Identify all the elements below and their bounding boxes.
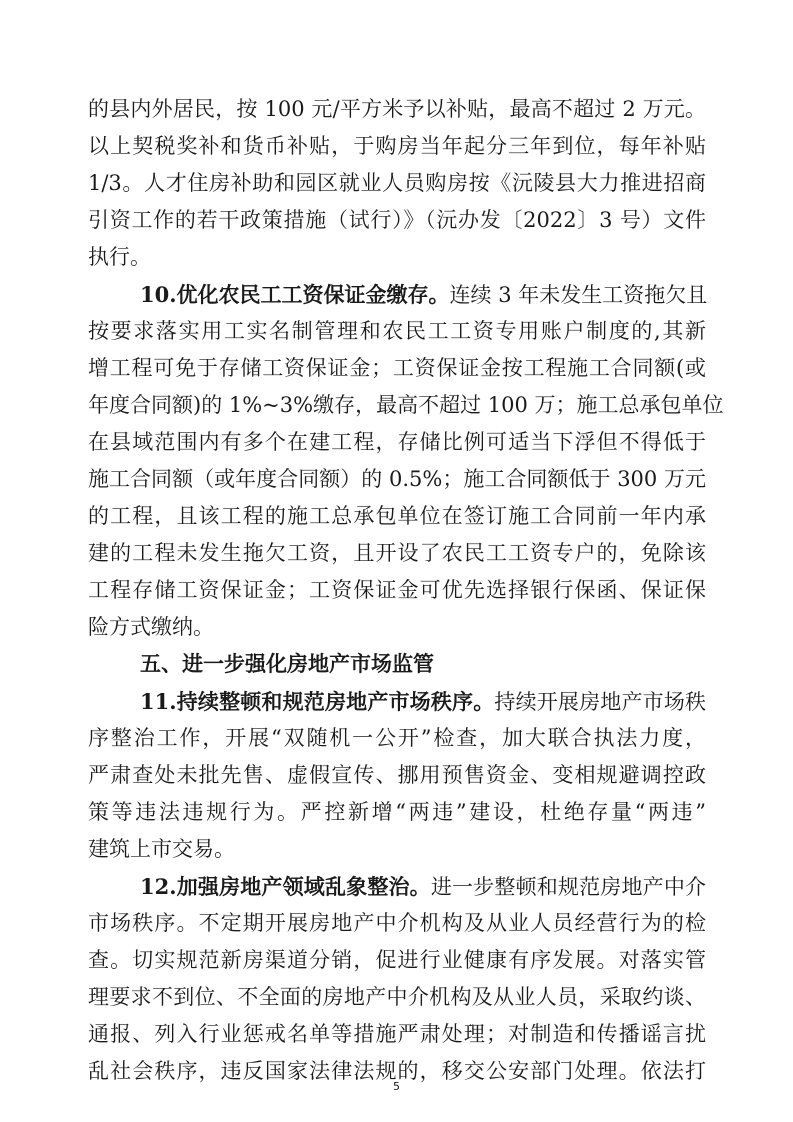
- paragraph-first-line: [88, 683, 706, 720]
- text-line: 的县内外居民，按 100 元/平方米予以补贴，最高不超过 2 万元。: [88, 97, 706, 121]
- text-line: 乱社会秩序，违反国家法律法规的，移交公安部门处理。依法打: [88, 1059, 706, 1083]
- text-line: 引资工作的若干政策措施（试行）》（沅办发〔2022〕3 号）文件: [88, 208, 706, 232]
- text-line: 施工合同额（或年度合同额）的 0.5%；施工合同额低于 300 万元: [88, 467, 706, 491]
- text-line: 序整治工作，开展“双随机一公开”检查，加大联合执法力度，: [88, 726, 706, 750]
- paragraph-first-line: [88, 276, 706, 313]
- text-line: 策等违法违规行为。严控新增“两违”建设，杜绝存量“两违”: [88, 800, 706, 824]
- item-title: 10.优化农民工工资保证金缴存。: [140, 282, 450, 307]
- item-title: 11.持续整顿和规范房地产市场秩序。: [140, 689, 495, 714]
- text-line: 增工程可免于存储工资保证金；工资保证金按工程施工合同额(或: [88, 356, 706, 380]
- text-line: 的工程，且该工程的施工总承包单位在签订施工合同前一年内承: [88, 504, 706, 528]
- text-line: 严肃查处未批先售、虚假宣传、挪用预售资金、变相规避调控政: [88, 763, 706, 787]
- text-line: 建筑上市交易。: [88, 837, 235, 861]
- text-line: 查。切实规范新房渠道分销，促进行业健康有序发展。对落实管: [88, 948, 706, 972]
- text-line: 执行。: [88, 245, 151, 269]
- text-line: 1/3。人才住房补助和园区就业人员购房按《沅陵县大力推进招商: [88, 171, 706, 195]
- paragraph-first-line: [88, 868, 706, 905]
- text-line: 通报、列入行业惩戒名单等措施严肃处理；对制造和传播谣言扰: [88, 1022, 706, 1046]
- text-line: 在县域范围内有多个在建工程，存储比例可适当下浮但不得低于: [88, 430, 706, 454]
- text-line: 按要求落实用工实名制管理和农民工工资专用账户制度的,其新: [88, 319, 706, 343]
- item-text: 进一步整顿和规范房地产中介: [430, 875, 706, 899]
- text-line: 以上契税奖补和货币补贴，于购房当年起分三年到位，每年补贴: [88, 134, 706, 158]
- page-number: 5: [393, 1080, 400, 1093]
- page-body: [88, 91, 724, 1090]
- item-text: 连续 3 年未发生工资拖欠且: [449, 283, 708, 307]
- item-title: 12.加强房地产领域乱象整治。: [140, 874, 431, 899]
- text-line: 建的工程未发生拖欠工资，且开设了农民工工资专户的，免除该: [88, 541, 706, 565]
- item-text: 持续开展房地产市场秩: [494, 690, 706, 714]
- section-heading: 五、进一步强化房地产市场监管: [140, 652, 434, 676]
- text-line: 工程存储工资保证金；工资保证金可优先选择银行保函、保证保: [88, 578, 706, 602]
- text-line: 理要求不到位、不全面的房地产中介机构及从业人员，采取约谈、: [88, 985, 706, 1009]
- text-line: 险方式缴纳。: [88, 615, 214, 639]
- text-line: 年度合同额)的 1%~3%缴存，最高不超过 100 万；施工总承包单位: [88, 393, 724, 417]
- text-line: 市场秩序。不定期开展房地产中介机构及从业人员经营行为的检: [88, 911, 706, 935]
